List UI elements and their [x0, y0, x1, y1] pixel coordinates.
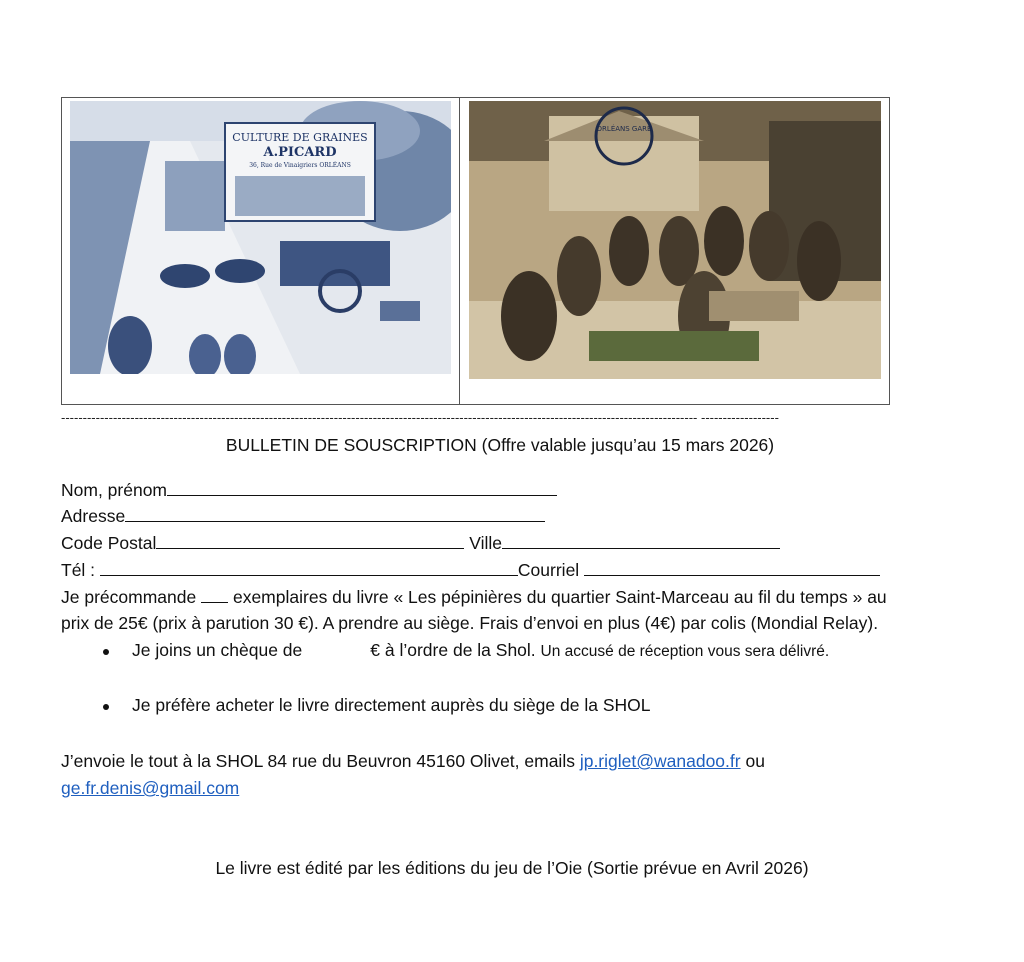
cheque-text-a: Je joins un chèque de: [132, 640, 303, 660]
order-line-1: [61, 588, 887, 607]
photo-divider: [459, 98, 460, 404]
phone-label: Tél :: [61, 560, 96, 580]
illustrations-frame: [61, 97, 890, 405]
email-link-denis[interactable]: ge.fr.denis@gmail.com: [61, 778, 240, 798]
city-label: Ville: [469, 533, 502, 553]
cheque-text-b: € à l’ordre de la Shol.: [370, 640, 536, 660]
sign-text-3: 36, Rue de Vinaigriers ORLÉANS: [249, 162, 351, 169]
cut-line: --------------------------------------------------------------------------------------------------------------------------------------------------- ------------------: [61, 410, 779, 425]
cheque-option: [132, 642, 829, 660]
order-line-2: prix de 25€ (prix à parution 30 €). A prendre au siège. Frais d’envoi en plus (4€) par colis (Mondial Relay).: [61, 613, 879, 633]
phone-row: [61, 561, 880, 580]
publisher-note: Le livre est édité par les éditions du jeu de l’Oie (Sortie prévue en Avril 2026): [215, 858, 809, 878]
bullet-icon: [103, 704, 109, 710]
name-row: [61, 481, 557, 500]
bullet-icon: [103, 649, 109, 655]
name-field[interactable]: [167, 481, 557, 496]
address-row: [61, 507, 545, 526]
send-line: [61, 753, 765, 771]
address-field[interactable]: [125, 507, 545, 522]
quantity-field[interactable]: [201, 588, 228, 603]
sign-text-1: CULTURE DE GRAINES: [232, 131, 368, 144]
name-label: Nom, prénom: [61, 480, 168, 500]
send-line-2: [61, 780, 239, 798]
email-field[interactable]: [584, 561, 880, 576]
email-link-riglet[interactable]: jp.riglet@wanadoo.fr: [579, 751, 741, 771]
postal-row: [61, 534, 780, 553]
order-text-b: exemplaires du livre « Les pépinières du quartier Saint-Marceau au fil du temps » au: [232, 587, 887, 607]
engraving-seed-shop-image: [70, 101, 451, 374]
postal-label: Code Postal: [61, 533, 157, 553]
order-text-a: Je précommande: [61, 587, 197, 607]
or-text: ou: [745, 751, 765, 771]
direct-purchase-option: Je préfère acheter le livre directement auprès du siège de la SHOL: [132, 695, 651, 715]
city-field[interactable]: [502, 534, 780, 549]
postmark-text: ORLÉANS GARE: [596, 125, 652, 133]
nursery-workers-photo: [469, 101, 881, 379]
sign-text-2: A.PICARD: [263, 145, 337, 160]
form-title: BULLETIN DE SOUSCRIPTION (Offre valable jusqu’au 15 mars 2026): [225, 435, 775, 455]
email-label: Courriel: [517, 560, 580, 580]
address-label: Adresse: [61, 506, 126, 526]
send-text: J’envoie le tout à la SHOL 84 rue du Beuvron 45160 Olivet, emails: [61, 751, 575, 771]
postal-field[interactable]: [156, 534, 464, 549]
phone-field[interactable]: [100, 561, 518, 576]
cheque-note: Un accusé de réception vous sera délivré.: [540, 643, 830, 660]
